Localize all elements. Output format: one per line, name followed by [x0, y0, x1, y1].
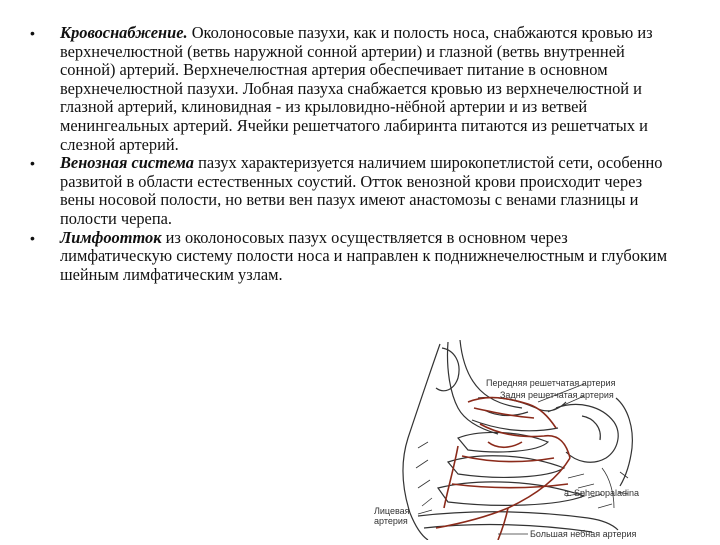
item-text: Околоносовые пазухи, как и полость носа, снабжаются кровью из верхнечелюстной (ветвь наружной сонной артерии) и глазной (ветвь внутренней сонной) артерий. Верхнечелюстная артерия обеспечивает питание в основном верхнечелюстной пазухи. Лобная пазуха снабжается кровью из верхнечелюстной и глазной артерий, клиновидная - из крыловидно-нёбной артерии и из ветвей менингеальных артерий. Ячейки решетчатого лабиринта питаются из решетчатых и слезной артерий. [60, 23, 653, 154]
bone-outline [403, 340, 632, 540]
list-item-lymph-drainage [30, 229, 680, 285]
nasal-artery-drawing [388, 338, 638, 540]
bullet-list [30, 24, 680, 284]
bullet-icon: • [30, 155, 35, 172]
item-text: пазух характеризуется наличием широкопетлистой сети, особенно развитой в области естественных соустий. Отток венозной крови происходит через вены носовой полости, но ветви вен пазух имеют анастомозы с венами глазницы и полости черепа. [60, 153, 663, 228]
item-lead: Лимфоотток [60, 227, 162, 247]
item-lead: Кровоснабжение. [60, 23, 188, 42]
label-facial-artery-line2: артерия [374, 516, 408, 526]
label-sphenopalatine-artery: a. Sphenopaladina [564, 488, 640, 498]
label-greater-palatine-artery: Большая небная артерия [530, 529, 637, 539]
label-posterior-ethmoidal-artery: Задня решетчатая артерия [500, 390, 614, 400]
label-anterior-ethmoidal-artery: Передняя решетчатая артерия [486, 378, 616, 388]
bullet-icon: • [30, 229, 35, 246]
text-content [30, 24, 680, 284]
item-lead: Венозная система [60, 153, 195, 173]
label-facial-artery-line1: Лицевая [374, 506, 410, 516]
artery-lines [436, 398, 570, 540]
anatomy-figure [374, 338, 640, 540]
item-text: из околоносовых пазух осуществляется в основном через лимфатическую систему полости носа и направлен к поднижнечелюстным и глубоким шейным лимфатическим узлам. [60, 227, 668, 284]
list-item-blood-supply [30, 24, 680, 154]
bullet-icon: • [30, 25, 35, 41]
list-item-venous-system [30, 154, 680, 228]
